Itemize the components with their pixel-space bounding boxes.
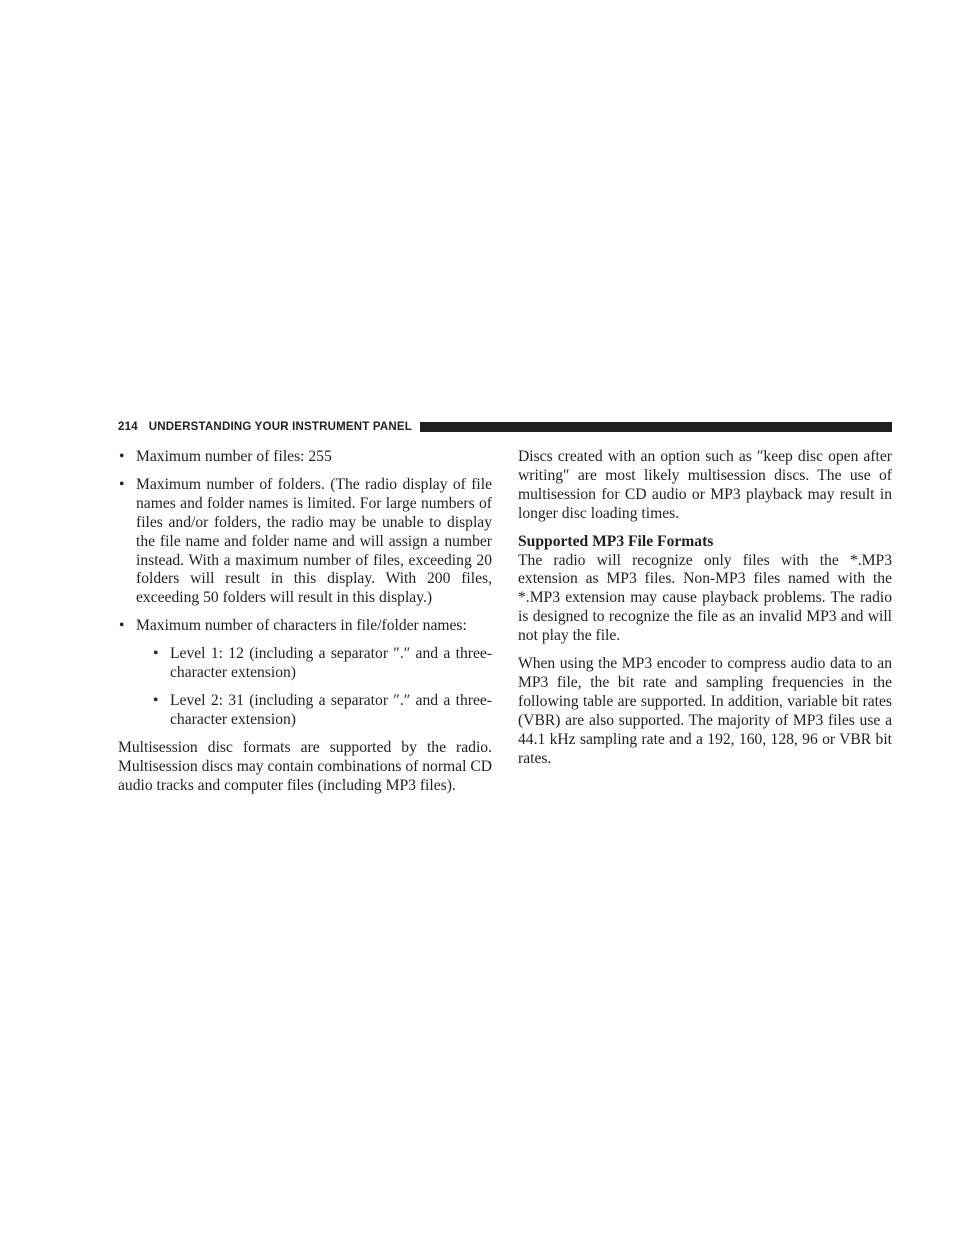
header-rule (420, 422, 892, 432)
page-header (118, 419, 892, 435)
page-number: 214 (118, 421, 138, 433)
left-column (118, 448, 492, 805)
keep-disc-open-paragraph: Discs created with an option such as ″keep disc open after writing″ are most likely multisession discs. The use of multisession for CD audio or MP3 playback may result in longer disc loading times. (518, 448, 892, 522)
bullet-max-files: • Maximum number of files: 255 (118, 448, 492, 467)
section-title: UNDERSTANDING YOUR INSTRUMENT PANEL (148, 421, 412, 433)
mp3-encoder-paragraph: When using the MP3 encoder to compress audio data to an MP3 file, the bit rate and sampling frequencies in the following table are supported. In addition, variable bit rates (VBR) are also supported. The majority of MP3 files use a 44.1 kHz sampling rate and a 192, 160, 128, 96 or VBR bit rates. (518, 655, 892, 767)
sub-bullet-list (136, 645, 492, 730)
mp3-extension-paragraph: The radio will recognize only files with the *.MP3 extension as MP3 files. Non-MP3 files named with the *.MP3 extension may cause playback problems. The radio is designed to recognize the file as an invalid MP3 and will not play the file. (518, 551, 892, 645)
sub-bullet-level-2: • Level 2: 31 (including a separator ″.″ and a three-character extension) (136, 692, 492, 730)
sub-bullet-level-1: • Level 1: 12 (including a separator ″.″ and a three-character extension) (136, 645, 492, 683)
multisession-paragraph: Multisession disc formats are supported by the radio. Multisession discs may contain combinations of normal CD audio tracks and computer files (including MP3 files). (118, 738, 492, 794)
bullet-max-characters (118, 617, 492, 730)
mp3-formats-heading: Supported MP3 File Formats (518, 532, 714, 550)
right-column (518, 448, 892, 778)
bullet-max-characters-text: Maximum number of characters in file/folder names: (136, 617, 467, 635)
bullet-list (118, 448, 492, 730)
bullet-max-folders: • Maximum number of folders. (The radio display of file names and folder names is limited. For large numbers of files and/or folders, the radio may be unable to display the file name and folder name and will assign a number instead. With a maximum number of files, exceeding 20 folders will result in this display. With 200 files, exceeding 50 folders will result in this display.) (118, 476, 492, 608)
